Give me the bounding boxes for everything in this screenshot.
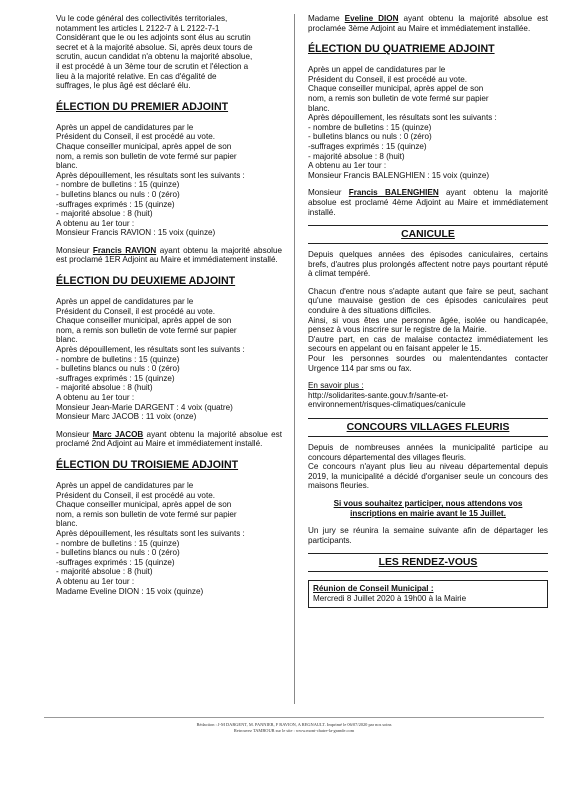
more-info-label: En savoir plus : [308, 381, 364, 391]
canicule-title: CANICULE [401, 229, 455, 241]
body-line: A obtenu au 1er tour : [56, 576, 135, 586]
body-line: Après un appel de candidatures par le [308, 65, 446, 75]
left-column [56, 14, 282, 596]
third-adjoint-body [56, 481, 282, 596]
intro-line: lieu à la majorité relative. En cas d'égalité de [56, 71, 217, 81]
result-text: Madame [308, 14, 345, 23]
body-line: Madame Eveline DION : 15 voix (quinze) [56, 586, 204, 596]
result-text: ayant obtenu la majorité absolue est proclamé 2nd Adjoint au Maire et immédiatement installé. [56, 429, 282, 449]
canicule-more-info [308, 381, 548, 410]
intro-line: Considérant que le ou les adjoints sont élus au scrutin [56, 33, 251, 43]
first-adjoint-result [56, 246, 282, 265]
event-date: Mercredi 8 Juillet 2020 à 19h00 à la Mairie [313, 593, 467, 603]
body-line: -suffrages exprimés : 15 (quinze) [56, 373, 175, 383]
intro-line: Vu le code général des collectivités territoriales, [56, 14, 228, 23]
body-line: - bulletins blancs ou nuls : 0 (zéro) [56, 548, 180, 558]
intro-paragraph [56, 14, 282, 91]
body-line: Après un appel de candidatures par le [56, 297, 194, 307]
intro-line: secret et à la majorité absolue. Si, après deux tours de [56, 42, 253, 52]
body-line: - bulletins blancs ou nuls : 0 (zéro) [56, 364, 180, 374]
more-info-link[interactable]: http://solidarites-sante.gouv.fr/sante-et- [308, 390, 449, 400]
canicule-paragraph: Pour les personnes sourdes ou malentendantes contacter Urgence 114 par sms ou fax. [308, 354, 548, 373]
body-line: - nombre de bulletins : 15 (quinze) [308, 122, 432, 132]
body-line: Président du Conseil, il est procédé au vote. [56, 306, 215, 316]
third-adjoint-result [308, 14, 548, 33]
result-text: ayant obtenu la majorité absolue est proclamée 3ème Adjoint au Maire et immédiatement installée. [308, 14, 548, 33]
intro-line: notamment les articles L 2122-7 à L 2122-7-1 [56, 23, 220, 33]
body-line: Chaque conseiller municipal, après appel de son [56, 500, 232, 510]
section-heading-third-adjoint: ÉLECTION DU TROISIEME ADJOINT [56, 458, 239, 471]
right-column [308, 14, 548, 608]
body-line: blanc. [56, 161, 78, 171]
concours-title: CONCOURS VILLAGES FLEURIS [346, 422, 510, 433]
body-line: A obtenu au 1er tour : [308, 161, 387, 171]
body-line: blanc. [308, 103, 330, 113]
body-line: - nombre de bulletins : 15 (quinze) [56, 538, 180, 548]
footer-website: Retrouvez TAMBOUR sur le site : www.mont-chatre-la-grande.com [233, 728, 355, 733]
body-line: Président du Conseil, il est procédé au vote. [308, 74, 467, 84]
body-line: Chaque conseiller municipal, après appel de son [56, 316, 232, 326]
canicule-paragraph: D'autre part, en cas de malaise contactez immédiatement les secours en appelant ou en faisant appeler le 15. [308, 334, 548, 354]
fourth-adjoint-body [308, 65, 548, 180]
section-heading-rendez-vous [308, 553, 548, 572]
body-line: Après dépouillement, les résultats sont les suivants : [56, 170, 245, 180]
section-heading-fourth-adjoint: ÉLECTION DU QUATRIEME ADJOINT [308, 43, 495, 56]
more-info-link[interactable]: environnement/risques-climatiques/canicule [308, 400, 466, 410]
concours-paragraph: Depuis de nombreuses années la municipalité participe au concours départemental des villages fleuris. [308, 443, 548, 462]
body-line: -suffrages exprimés : 15 (quinze) [56, 557, 175, 567]
intro-line: suffrages, le plus âgé est déclaré élu. [56, 81, 191, 91]
section-heading-first-adjoint: ÉLECTION DU PREMIER ADJOINT [56, 100, 229, 113]
second-adjoint-body [56, 297, 282, 422]
event-box [308, 580, 548, 607]
body-line: - nombre de bulletins : 15 (quinze) [56, 180, 180, 190]
body-line: -suffrages exprimés : 15 (quinze) [56, 199, 175, 209]
elected-name: Eveline DION [344, 14, 399, 23]
column-divider [294, 14, 295, 704]
body-line: Président du Conseil, il est procédé au vote. [56, 132, 215, 142]
body-line: - majorité absolue : 8 (huit) [56, 209, 153, 219]
result-text: Monsieur [56, 245, 93, 255]
cta-line: Si vous souhaitez participer, nous attendons vos [333, 498, 523, 508]
intro-line: scrutin, aucun candidat n'a obtenu la majorité absolue, [56, 52, 253, 62]
body-line: blanc. [56, 335, 78, 345]
result-text: Monsieur [56, 429, 93, 439]
section-heading-concours [308, 418, 548, 437]
body-line: Chaque conseiller municipal, après appel de son [308, 84, 484, 94]
body-line: blanc. [56, 519, 78, 529]
event-title: Réunion de Conseil Municipal : [313, 584, 434, 594]
body-line: Monsieur Marc JACOB : 11 voix (onze) [56, 412, 197, 422]
body-line: Après un appel de candidatures par le [56, 122, 194, 132]
result-text: Monsieur [308, 188, 349, 198]
body-line: Chaque conseiller municipal, après appel de son [56, 141, 232, 151]
footer-divider [44, 717, 544, 718]
canicule-paragraph: Chacun d'entre nous s'adapte autant que faire se peut, sachant qu'une mauvaise gestion de ces épisodes caniculaires peut conduire à des situations difficiles. [308, 286, 548, 316]
body-line: - majorité absolue : 8 (huit) [308, 151, 405, 161]
intro-line: il est procédé à un 3ème tour de scrutin et l'élection a [56, 61, 249, 71]
body-line: Après dépouillement, les résultats sont les suivants : [308, 113, 497, 123]
footer-credits: Rédaction : J-M DARGENT, M. PANNIER, F RAVION, A REGNAULT. Imprimé le 06/07/2020 par nos soins [196, 722, 392, 727]
first-adjoint-body [56, 123, 282, 238]
body-line: A obtenu au 1er tour : [56, 218, 135, 228]
body-line: Monsieur Francis BALENGHIEN : 15 voix (quinze) [308, 170, 490, 180]
elected-name: Francis RAVION [92, 245, 157, 255]
body-line: nom, a remis son bulletin de vote fermé sur papier [56, 509, 237, 519]
body-line: Monsieur Jean-Marie DARGENT : 4 voix (quatre) [56, 402, 233, 412]
second-adjoint-result [56, 430, 282, 449]
body-line: - majorité absolue : 8 (huit) [56, 567, 153, 577]
concours-paragraph: Ce concours n'ayant plus lieu au niveau départemental depuis 2019, la municipalité a décidé d'organiser seule un concours des maisons fleuries. [308, 462, 548, 491]
canicule-paragraph: Ainsi, si vous êtes une personne âgée, isolée ou handicapée, pensez à vous inscrire sur le registre de la Mairie. [308, 315, 548, 335]
cta-line: inscriptions en mairie avant le 15 Juillet. [350, 508, 506, 518]
body-line: - nombre de bulletins : 15 (quinze) [56, 354, 180, 364]
body-line: Monsieur Francis RAVION : 15 voix (quinze) [56, 228, 216, 238]
body-line: -suffrages exprimés : 15 (quinze) [308, 141, 427, 151]
fourth-adjoint-result [308, 188, 548, 217]
body-line: - majorité absolue : 8 (huit) [56, 383, 153, 393]
concours-paragraph: Un jury se réunira la semaine suivante afin de départager les participants. [308, 526, 548, 545]
body-line: nom, a remis son bulletin de vote fermé sur papier [308, 93, 489, 103]
section-heading-canicule [308, 225, 548, 244]
body-line: Après un appel de candidatures par le [56, 480, 194, 490]
footer [44, 722, 544, 734]
body-line: Président du Conseil, il est procédé au vote. [56, 490, 215, 500]
canicule-paragraph: Depuis quelques années des épisodes caniculaires, certains brefs, d'autres plus prolongés affectent notre pays pourtant réputé à climat tempéré. [308, 250, 548, 279]
body-line: - bulletins blancs ou nuls : 0 (zéro) [56, 189, 180, 199]
body-line: nom, a remis son bulletin de vote fermé sur papier [56, 325, 237, 335]
body-line: - bulletins blancs ou nuls : 0 (zéro) [308, 132, 432, 142]
body-line: Après dépouillement, les résultats sont les suivants : [56, 345, 245, 355]
body-line: nom, a remis son bulletin de vote fermé sur papier [56, 151, 237, 161]
section-heading-second-adjoint: ÉLECTION DU DEUXIEME ADJOINT [56, 275, 236, 288]
elected-name: Marc JACOB [92, 429, 144, 439]
elected-name: Francis BALENGHIEN [348, 188, 439, 198]
body-line: A obtenu au 1er tour : [56, 393, 135, 402]
result-text: ayant obtenu la majorité absolue est proclamé 4ème Adjoint au Maire et immédiatement installé. [308, 188, 548, 217]
rendez-vous-title: LES RENDEZ-VOUS [378, 557, 478, 569]
concours-call-to-action [308, 499, 548, 518]
body-line: Après dépouillement, les résultats sont les suivants : [56, 528, 245, 538]
result-text: ayant obtenu la majorité absolue est proclamé 1ER Adjoint au Maire et immédiatement installé. [56, 245, 283, 265]
